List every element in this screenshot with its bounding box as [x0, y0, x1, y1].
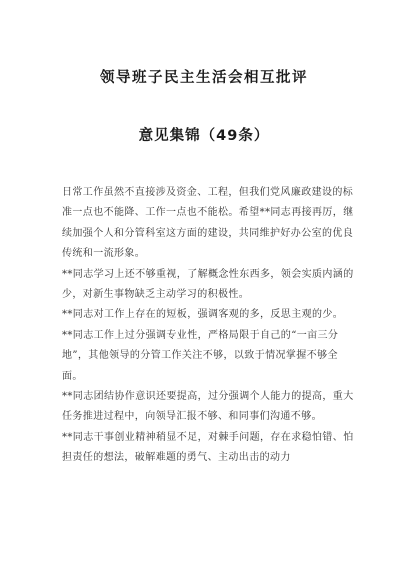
paragraph: **同志干事创业精神稍显不足，对棘手问题，存在求稳怕错、怕担责任的想法，破解难题的勇气、主动出击的动力: [62, 431, 354, 464]
paragraph: **同志团结协作意识还要提高，过分强调个人能力的提高，重大任务推进过程中，向领导汇报不够、和同事们沟通不够。: [62, 391, 354, 423]
document-body: [62, 183, 355, 469]
paragraph: 日常工作虽然不直接涉及资金、工程，但我们党风廉政建设的标准一点也不能降、工作一点也不能松。希望**同志再接再厉，继续加强个人和分管科室这方面的建设，共同维护好办公室的优良传统和一流形象。: [62, 187, 354, 260]
document-subtitle: 意见集锦（49条）: [138, 128, 270, 144]
paragraph: **同志学习上还不够重视，了解概念性东西多，领会实质内涵的少，对新生事物缺乏主动学习的积极性。: [62, 268, 354, 301]
paragraph: **同志对工作上存在的短板，强调客观的多，反思主观的少。: [62, 309, 344, 321]
document-title: 领导班子民主生活会相互批评: [100, 70, 308, 86]
paragraph: **同志工作上过分强调专业性，严格局限于自己的“一亩三分地”，其他领导的分管工作关注不够，以致于情况掌握不够全面。: [62, 329, 339, 382]
